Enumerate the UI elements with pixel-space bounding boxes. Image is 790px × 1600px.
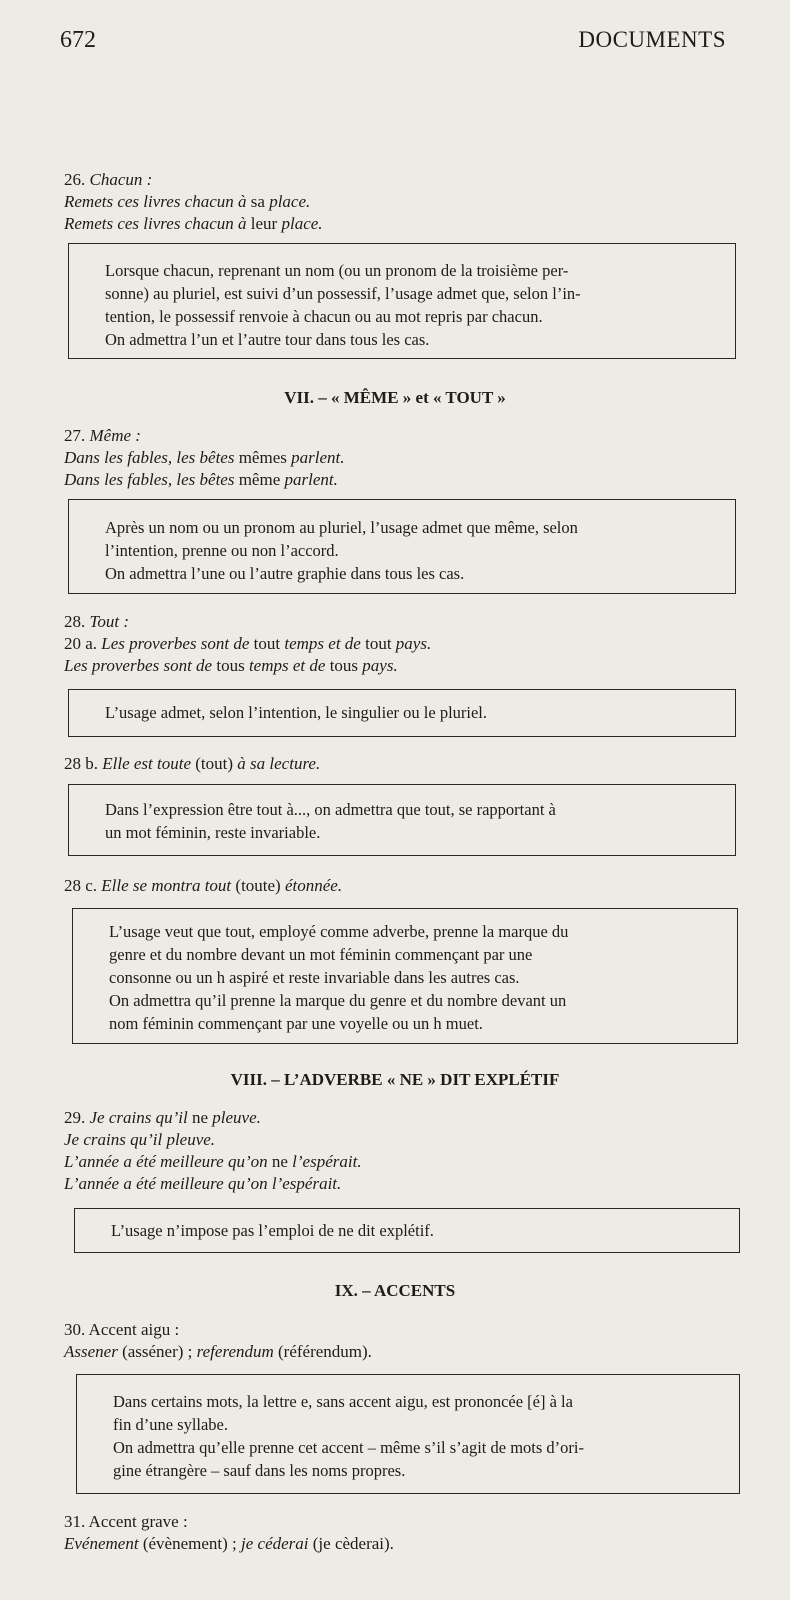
rule-box-28b: Dans l’expression être tout à..., on admettra que tout, se rapportant à un mot féminin, reste invariable. (68, 784, 736, 856)
rule-box-28c: L’usage veut que tout, employé comme adverbe, prenne la marque du genre et du nombre devant un mot féminin commençant par une consonne ou un h aspiré et reste invariable dans les autres cas. On admettra qu’il prenne la marque du genre et du nombre devant un nom féminin commençant par une voyelle ou un h muet. (72, 908, 738, 1044)
section-30-title: 30. Accent aigu : (64, 1320, 180, 1339)
section-31-title: 31. Accent grave : (64, 1512, 188, 1531)
section-heading-9: IX. – ACCENTS (334, 1281, 456, 1300)
section-28b-example: 28 b. Elle est toute (tout) à sa lecture. (64, 754, 321, 773)
section-26-example-2: Remets ces livres chacun à leur place. (64, 214, 323, 233)
page-number: 672 (60, 27, 96, 53)
section-29-example-1: 29. Je crains qu’il ne pleuve. (64, 1108, 261, 1127)
section-heading-7: VII. – « MÊME » et « TOUT » (284, 388, 506, 407)
section-30-example: Assener (asséner) ; referendum (référendum). (64, 1342, 372, 1361)
section-28c-example: 28 c. Elle se montra tout (toute) étonnée. (64, 876, 343, 895)
section-31-example: Evénement (évènement) ; je céderai (je cèderai). (64, 1534, 394, 1553)
section-29-example-3: L’année a été meilleure qu’on ne l’espérait. (64, 1152, 362, 1171)
section-26-title: 26. Chacun : (64, 170, 153, 189)
section-28a-example-1: 20 a. Les proverbes sont de tout temps et de tout pays. (64, 634, 432, 653)
rule-box-26: Lorsque chacun, reprenant un nom (ou un pronom de la troisième per- sonne) au pluriel, est suivi d’un possessif, l’usage admet que, selon l’in- tention, le possessif renvoie à chacun ou au mot repris par chacun. On admettra l’un et l’autre tour dans tous les cas. (68, 243, 736, 359)
rule-box-29: L’usage n’impose pas l’emploi de ne dit explétif. (74, 1208, 740, 1253)
running-head: DOCUMENTS (578, 27, 726, 52)
section-28a-example-2: Les proverbes sont de tous temps et de tous pays. (64, 656, 398, 675)
rule-box-30: Dans certains mots, la lettre e, sans accent aigu, est prononcée [é] à la fin d’une syllabe. On admettra qu’elle prenne cet accent – même s’il s’agit de mots d’ori- gine étrangère – sauf dans les noms propres. (76, 1374, 740, 1494)
section-26-example-1: Remets ces livres chacun à sa place. (64, 192, 311, 211)
section-27-example-1: Dans les fables, les bêtes mêmes parlent. (64, 448, 345, 467)
section-29-example-2: Je crains qu’il pleuve. (64, 1130, 216, 1149)
section-27-title: 27. Même : (64, 426, 141, 445)
section-28-title: 28. Tout : (64, 612, 130, 631)
section-29-example-4: L’année a été meilleure qu’on l’espérait. (64, 1174, 342, 1193)
rule-box-28a: L’usage admet, selon l’intention, le singulier ou le pluriel. (68, 689, 736, 737)
section-heading-8: VIII. – L’ADVERBE « NE » DIT EXPLÉTIF (230, 1070, 560, 1089)
section-27-example-2: Dans les fables, les bêtes même parlent. (64, 470, 338, 489)
rule-box-27: Après un nom ou un pronom au pluriel, l’usage admet que même, selon l’intention, prenne ou non l’accord. On admettra l’une ou l’autre graphie dans tous les cas. (68, 499, 736, 594)
